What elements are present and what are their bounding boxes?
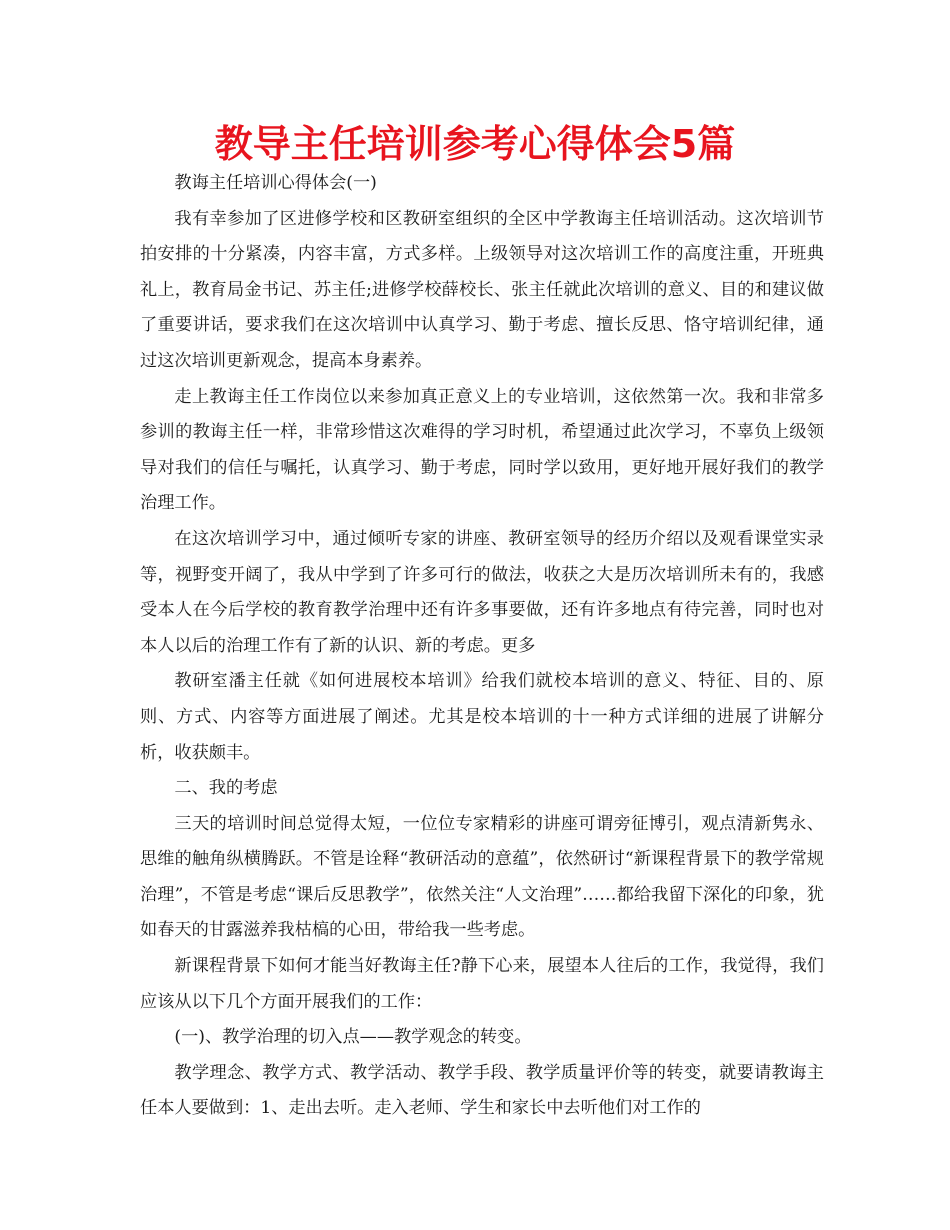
paragraph: 在这次培训学习中，通过倾听专家的讲座、教研室领导的经历介绍以及观看课堂实录等，视野变开阔了，我从中学到了许多可行的做法，收获之大是历次培训所未有的，我感受本人在今后学校的教育教学治理中还有许多事要做，还有许多地点有待完善，同时也对本人以后的治理工作有了新的认识、新的考虑。更多 — [140, 528, 824, 656]
paragraph: 我有幸参加了区进修学校和区教研室组织的全区中学教诲主任培训活动。这次培训节拍安排的十分紧凑，内容丰富，方式多样。上级领导对这次培训工作的高度注重，开班典礼上，教育局金书记、苏主任;进修学校薛校长、张主任就此次培训的意义、目的和建议做了重要讲话，要求我们在这次培训中认真学习、勤于考虑、擅长反思、恪守培训纪律，通过这次培训更新观念，提高本身素养。 — [140, 208, 824, 371]
paragraph-subtitle: 教诲主任培训心得体会(一) — [174, 173, 377, 193]
paragraph: 走上教诲主任工作岗位以来参加真正意义上的专业培训，这依然第一次。我和非常多参训的教诲主任一样，非常珍惜这次难得的学习时机，希望通过此次学习，不辜负上级领导对我们的信任与嘱托，认真学习、勤于考虑，同时学以致用，更好地开展好我们的教学治理工作。 — [140, 386, 824, 514]
paragraph: 教研室潘主任就《如何进展校本培训》给我们就校本培训的意义、特征、目的、原则、方式、内容等方面进展了阐述。尤其是校本培训的十一种方式详细的进展了讲解分析，收获颇丰。 — [140, 671, 824, 763]
paragraph: 新课程背景下如何才能当好教诲主任?静下心来，展望本人往后的工作，我觉得，我们应该从以下几个方面开展我们的工作： — [140, 956, 824, 1012]
document-title: 教导主任培训参考心得体会5篇 — [214, 122, 736, 166]
subsection-heading: (一)、教学治理的切入点——教学观念的转变。 — [174, 1027, 532, 1048]
paragraph: 教学理念、教学方式、教学活动、教学手段、教学质量评价等的转变，就要请教诲主任本人要做到：1、走出去听。走入老师、学生和家长中去听他们对工作的 — [140, 1062, 824, 1119]
paragraph: 三天的培训时间总觉得太短，一位位专家精彩的讲座可谓旁征博引，观点清新隽永、思维的触角纵横腾跃。不管是诠释“教研活动的意蕴”，依然研讨“新课程背景下的教学常规治理”，不管是考虑“课后反思教学”，依然关注“人文治理”……都给我留下深化的印象，犹如春天的甘露滋养我枯槁的心田，带给我一些考虑。 — [140, 813, 824, 941]
section-heading: 二、我的考虑 — [174, 778, 278, 799]
document-body — [140, 166, 824, 1127]
